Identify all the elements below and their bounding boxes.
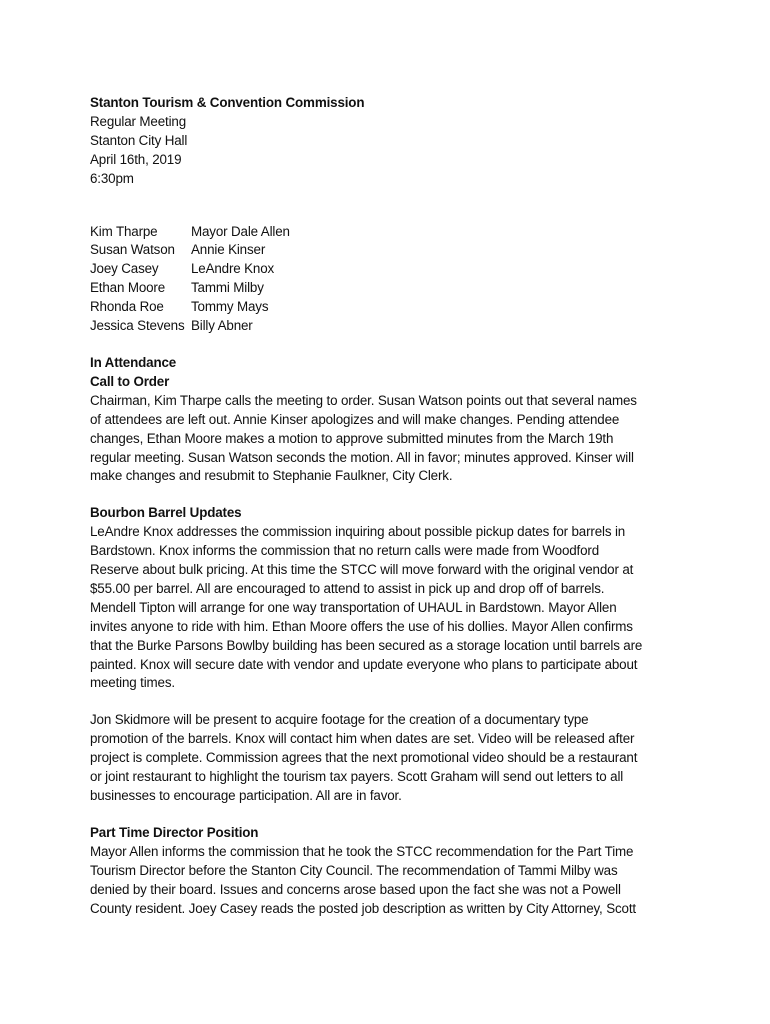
spacer	[90, 189, 690, 223]
attendee-name: Joey Casey	[90, 261, 159, 277]
attendee-row	[90, 298, 690, 317]
document-header	[90, 94, 690, 189]
paragraph-line: or joint restaurant to highlight the tourism tax payers. Scott Graham will send out letters to all	[90, 769, 624, 785]
paragraph-line: changes, Ethan Moore makes a motion to approve submitted minutes from the March 19th	[90, 430, 614, 446]
bourbon-barrel-section	[90, 504, 690, 806]
paragraph-line: meeting times.	[90, 675, 175, 691]
attendee-name: Tommy Mays	[191, 299, 269, 315]
attendee-name: Tammi Milby	[191, 280, 264, 296]
attendee-name: LeAndre Knox	[191, 261, 275, 277]
paragraph-line: County resident. Joey Casey reads the posted job description as written by City Attorney, Scott	[90, 900, 636, 916]
paragraph-line: Tourism Director before the Stanton City Council. The recommendation of Tammi Milby was	[90, 862, 618, 878]
attendee-row	[90, 223, 690, 242]
spacer	[90, 336, 690, 354]
spacer	[90, 693, 690, 711]
paragraph-line: invites anyone to ride with him. Ethan Moore offers the use of his dollies. Mayor Allen confirms	[90, 618, 633, 634]
attendee-row	[90, 317, 690, 336]
bourbon-barrel-heading: Bourbon Barrel Updates	[90, 505, 242, 521]
call-to-order-heading: Call to Order	[90, 373, 170, 389]
paragraph-line: $55.00 per barrel. All are encouraged to attend to assist in pick up and drop off of barrels.	[90, 580, 605, 596]
commission-title: Stanton Tourism & Convention Commission	[90, 95, 365, 110]
paragraph-line: of attendees are left out. Annie Kinser apologizes and will make changes. Pending attendee	[90, 411, 620, 427]
paragraph-line: Bardstown. Knox informs the commission that no return calls were made from Woodford	[90, 543, 600, 559]
attendee-name: Mayor Dale Allen	[191, 223, 290, 239]
paragraph-line: project is complete. Commission agrees that the next promotional video should be a restaurant	[90, 750, 638, 766]
spacer	[90, 806, 690, 824]
attendee-name: Jessica Stevens	[90, 318, 185, 334]
call-to-order-section	[90, 373, 690, 486]
paragraph-line: promotion of the barrels. Knox will contact him when dates are set. Video will be released after	[90, 731, 635, 747]
paragraph-line: businesses to encourage participation. All are in favor.	[90, 788, 402, 803]
attendee-list	[90, 223, 690, 336]
meeting-time: 6:30pm	[90, 170, 134, 186]
attendee-name: Rhonda Roe	[90, 299, 164, 315]
director-position-heading: Part Time Director Position	[90, 824, 259, 840]
paragraph-line: regular meeting. Susan Watson seconds the motion. All in favor; minutes approved. Kinser will	[90, 449, 634, 465]
spacer	[90, 486, 690, 504]
attendee-row	[90, 260, 690, 279]
paragraph-line: Mendell Tipton will arrange for one way transportation of UHAUL in Bardstown. Mayor Allen	[90, 599, 617, 615]
attendee-name: Annie Kinser	[191, 242, 266, 258]
meeting-date: April 16th, 2019	[90, 151, 182, 167]
paragraph-line: painted. Knox will secure date with vendor and update everyone who plans to participate about	[90, 656, 638, 672]
meeting-minutes-document	[90, 94, 690, 918]
attendee-row	[90, 279, 690, 298]
paragraph-line: Reserve about bulk pricing. At this time the STCC will move forward with the original vendor at	[90, 562, 634, 578]
paragraph-line: denied by their board. Issues and concerns arose based upon the fact she was not a Powell	[90, 881, 621, 897]
paragraph-line: that the Burke Parsons Bowlby building has been secured as a storage location until barrels are	[90, 637, 643, 653]
director-position-section	[90, 824, 690, 919]
attendee-name: Kim Tharpe	[90, 223, 158, 239]
paragraph-line: LeAndre Knox addresses the commission inquiring about possible pickup dates for barrels in	[90, 524, 626, 540]
attendee-name: Ethan Moore	[90, 280, 166, 296]
meeting-type: Regular Meeting	[90, 113, 187, 129]
paragraph-line: Mayor Allen informs the commission that he took the STCC recommendation for the Part Time	[90, 843, 634, 859]
paragraph-line: Chairman, Kim Tharpe calls the meeting to order. Susan Watson points out that several names	[90, 392, 637, 408]
meeting-location: Stanton City Hall	[90, 132, 188, 148]
paragraph-line: Jon Skidmore will be present to acquire footage for the creation of a documentary type	[90, 712, 589, 728]
paragraph-line: make changes and resubmit to Stephanie Faulkner, City Clerk.	[90, 468, 453, 484]
attendee-row	[90, 241, 690, 260]
attendee-name: Susan Watson	[90, 242, 175, 258]
in-attendance-heading: In Attendance	[90, 354, 177, 370]
attendee-name: Billy Abner	[191, 318, 253, 334]
